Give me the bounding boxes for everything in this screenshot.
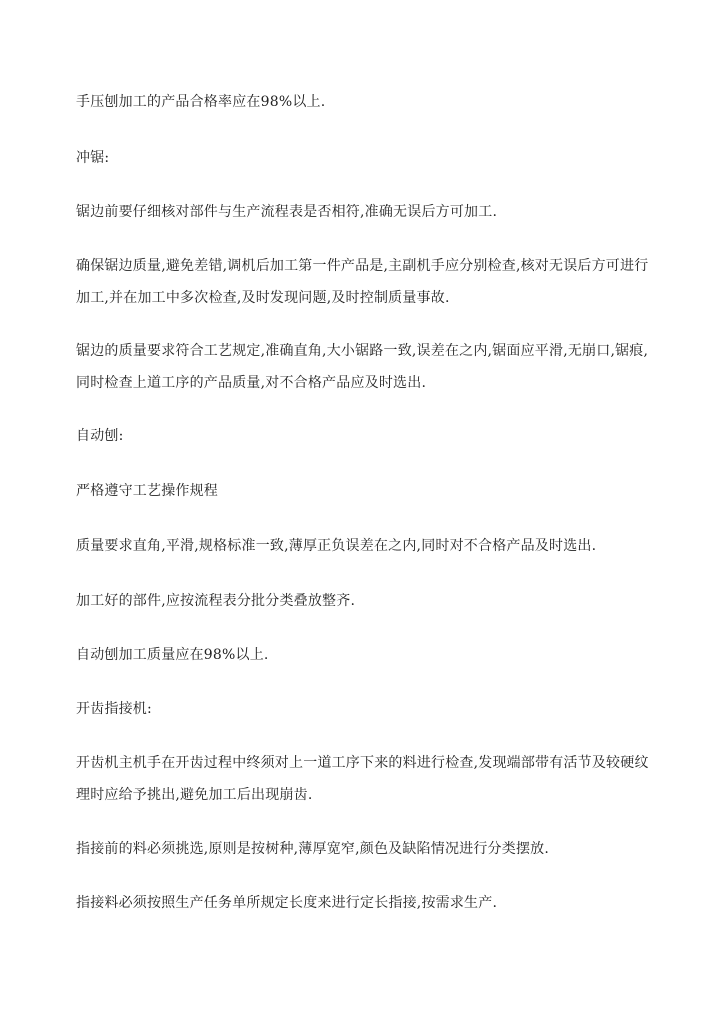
paragraph-saw-check: 锯边前要仔细核对部件与生产流程表是否相符,准确无误后方可加工. bbox=[76, 204, 498, 220]
paragraph-tenoner-inspection: 开齿机主机手在开齿过程中终须对上一道工序下来的料进行检查,发现端部带有活节及较硬纹理时应给予挑出,避免加工后出现崩齿. bbox=[76, 755, 649, 803]
paragraph-planer-rate: 自动刨加工质量应在98%以上. bbox=[76, 647, 269, 663]
heading-finger-joint: 开齿指接机: bbox=[76, 701, 152, 717]
paragraph-material-sorting: 指接前的料必须挑选,原则是按树种,薄厚宽窄,颜色及缺陷情况进行分类摆放. bbox=[76, 841, 549, 857]
paragraph-stacking: 加工好的部件,应按流程表分批分类叠放整齐. bbox=[76, 593, 356, 609]
paragraph-saw-quality-requirements: 锯边的质量要求符合工艺规定,准确直角,大小锯路一致,误差在之内,锯面应平滑,无崩口,锯痕,同时检查上道工序的产品质量,对不合格产品应及时选出. bbox=[76, 343, 649, 391]
paragraph-length-jointing: 指接料必须按照生产任务单所规定长度来进行定长指接,按需求生产. bbox=[76, 895, 498, 911]
paragraph-hand-planer-rate: 手压刨加工的产品合格率应在98%以上. bbox=[76, 94, 326, 110]
heading-cutting-saw: 冲锯: bbox=[76, 150, 110, 166]
paragraph-follow-process: 严格遵守工艺操作规程 bbox=[76, 483, 218, 499]
paragraph-planer-quality: 质量要求直角,平滑,规格标准一致,薄厚正负误差在之内,同时对不合格产品及时选出. bbox=[76, 538, 597, 554]
paragraph-saw-quality-assurance: 确保锯边质量,避免差错,调机后加工第一件产品是,主副机手应分别检查,核对无误后方可进行加工,并在加工中多次检查,及时发现问题,及时控制质量事故. bbox=[76, 258, 649, 306]
heading-automatic-planer: 自动刨: bbox=[76, 428, 124, 444]
